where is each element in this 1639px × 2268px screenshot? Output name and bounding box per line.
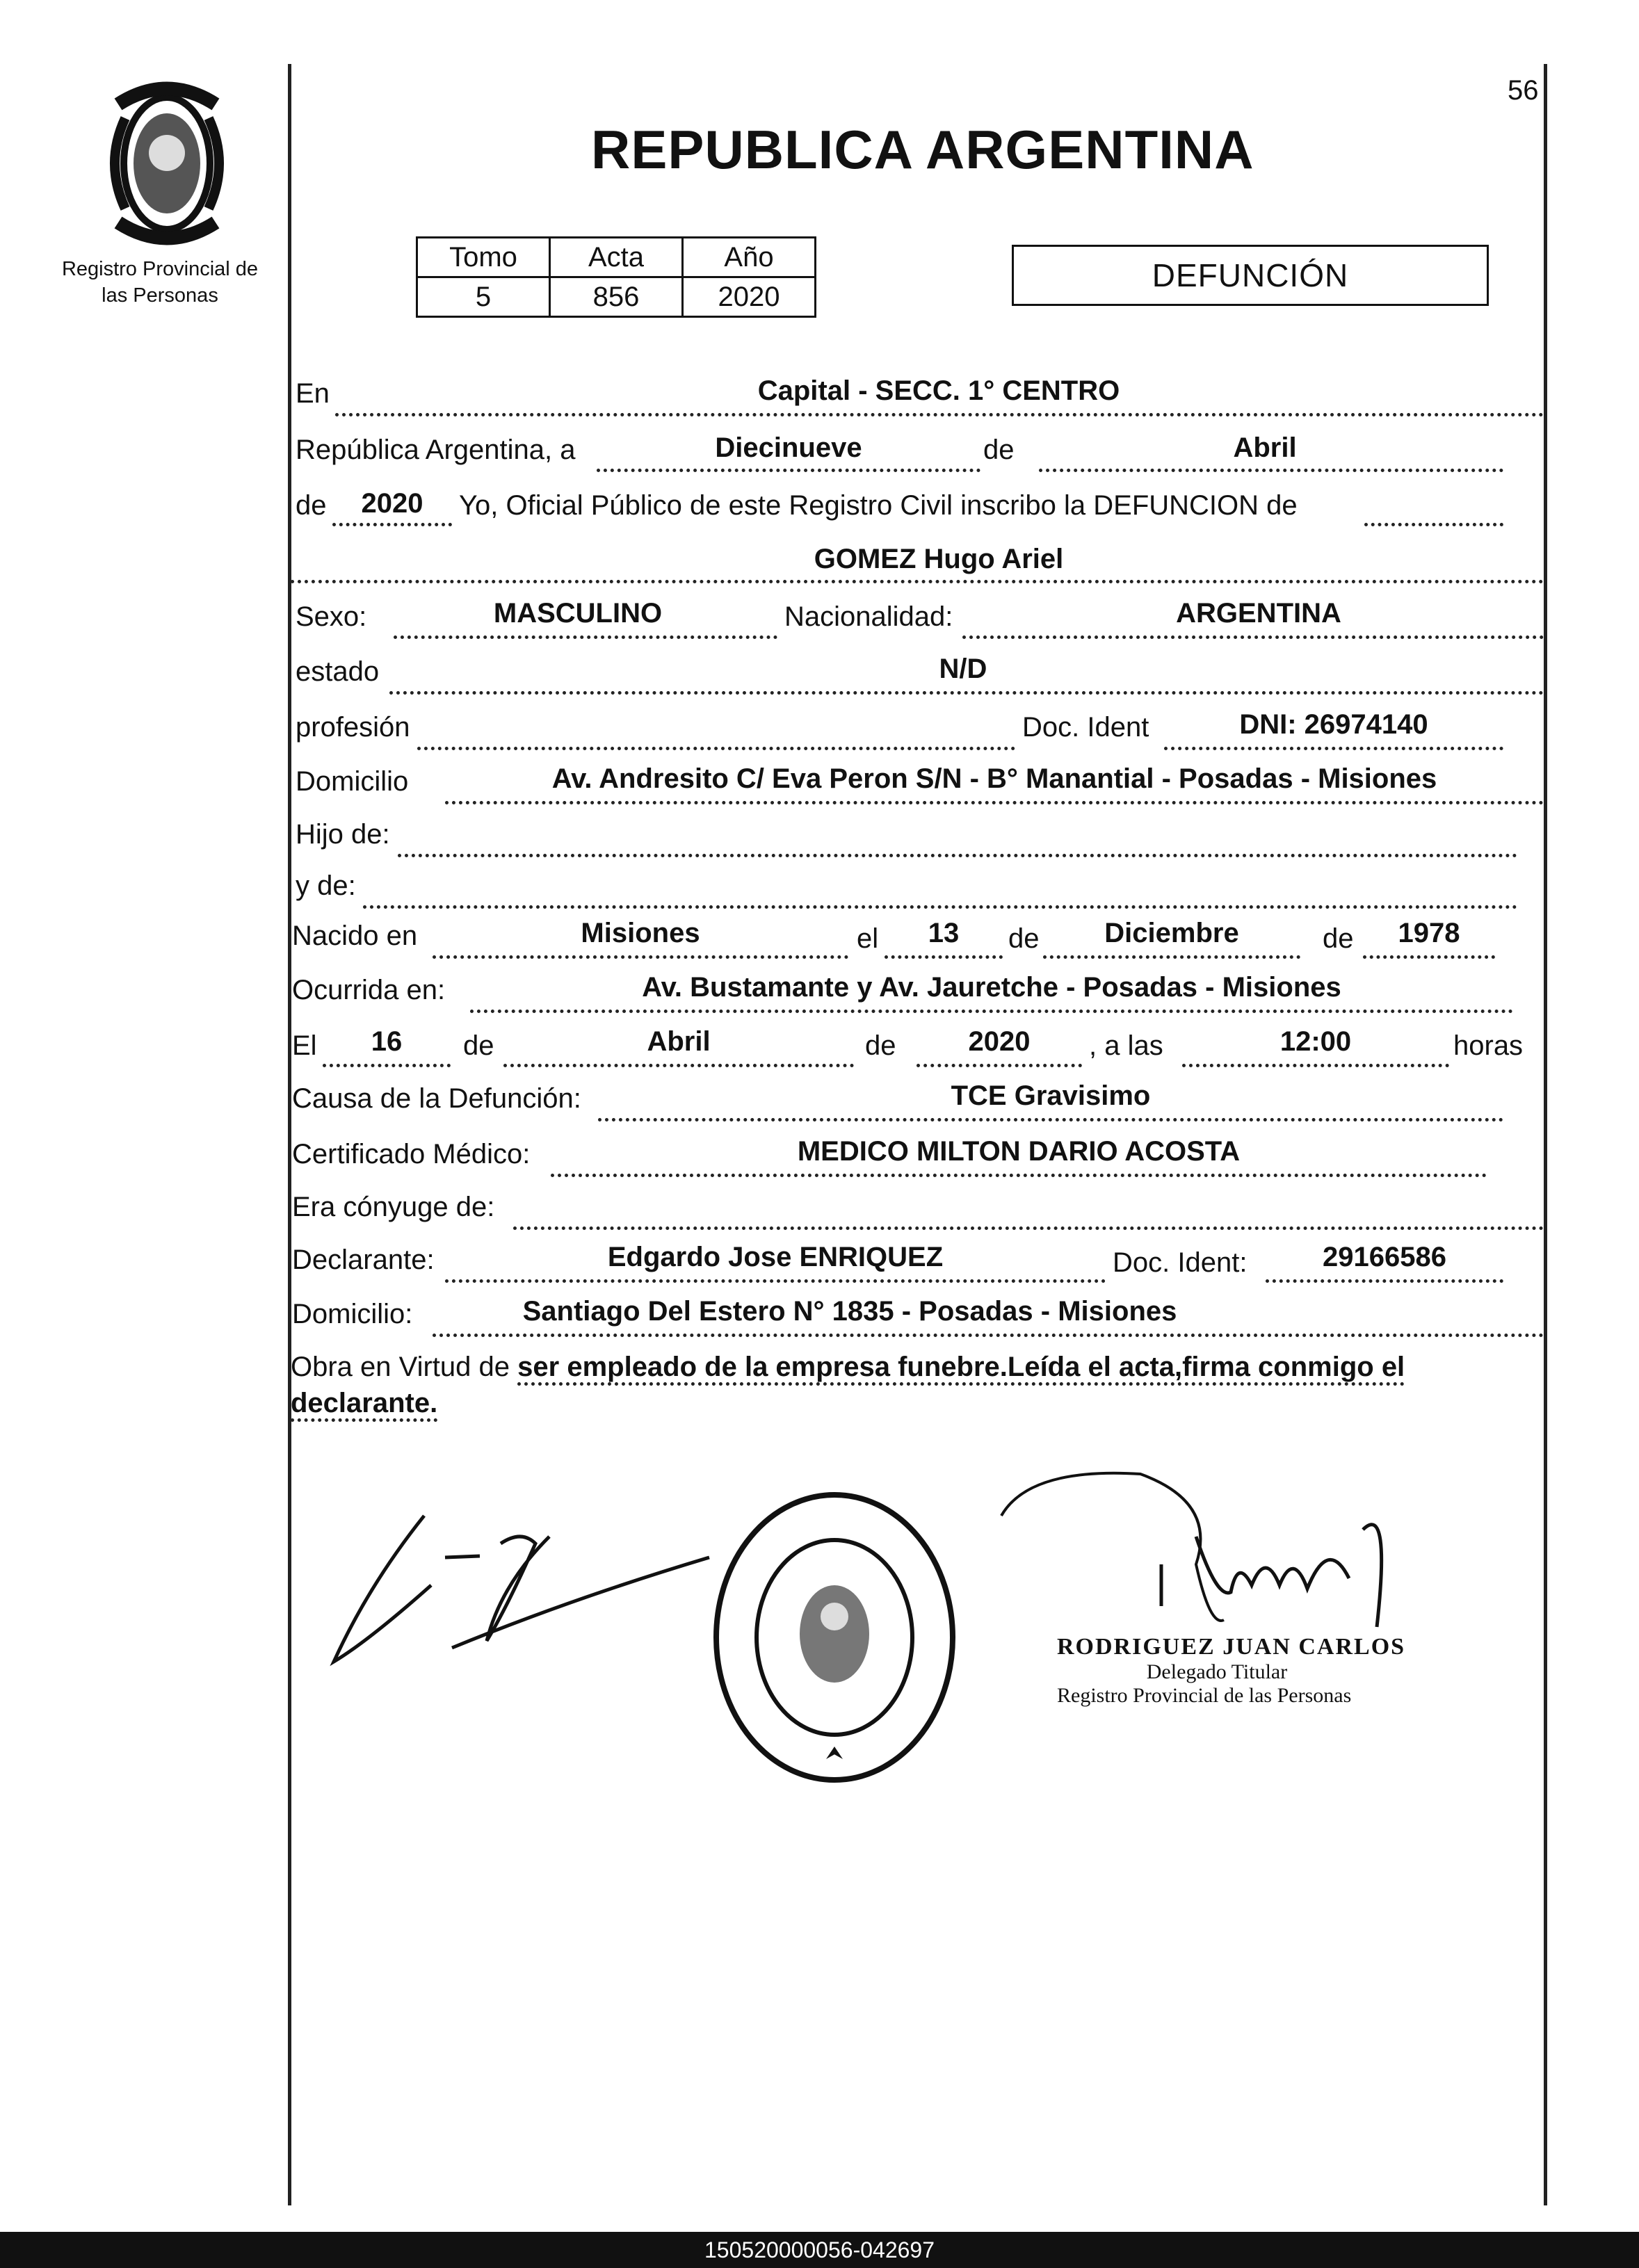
causa-value: TCE Gravisimo (951, 1080, 1151, 1111)
obra-label: Obra en Virtud de (291, 1352, 510, 1382)
obra-value-2: declarante. (291, 1388, 437, 1422)
name-dots (291, 580, 1544, 583)
declarante-signature (327, 1502, 716, 1683)
domicilio2-value: Santiago Del Estero N° 1835 - Posadas - Misiones (522, 1296, 1177, 1327)
hijo-dots (398, 854, 1517, 857)
month-value: Abril (1233, 432, 1297, 463)
profesion-label: profesión (296, 712, 410, 743)
ocurrida-label: Ocurrida en: (292, 975, 446, 1005)
signatory-block (1057, 1634, 1419, 1708)
registry-label (28, 256, 292, 309)
death-time: 12:00 (1279, 1026, 1352, 1057)
nacido-label: Nacido en (292, 921, 418, 951)
death-year-dots (917, 1064, 1082, 1067)
sexo-value: MASCULINO (493, 598, 663, 629)
nacido-value: Misiones (581, 918, 700, 948)
domicilio-dots (445, 801, 1544, 804)
death-day: 16 (371, 1026, 403, 1057)
de2-label: de (296, 490, 327, 521)
conyuge-dots (513, 1226, 1544, 1230)
death-month-dots (503, 1064, 854, 1067)
yde-dots (363, 905, 1517, 909)
certificado-dots (551, 1174, 1487, 1177)
year-dots (332, 523, 452, 526)
yde-label: y de: (296, 870, 356, 901)
header-tomo: Tomo (417, 238, 550, 277)
nacido-dots (433, 955, 848, 959)
registry-line-2: las Personas (102, 284, 218, 307)
estado-dots (389, 691, 1544, 695)
republica-label: República Argentina, a (296, 435, 576, 465)
official-signature (987, 1460, 1419, 1641)
official-stamp (702, 1481, 967, 1794)
header-ano: Año (683, 238, 816, 277)
declarante-dots (445, 1279, 1106, 1283)
declarante-label: Declarante: (292, 1245, 435, 1275)
sexo-dots (394, 635, 777, 639)
deceased-name: GOMEZ Hugo Ariel (814, 544, 1064, 574)
value-tomo: 5 (417, 277, 550, 317)
obra-paragraph (291, 1349, 1542, 1421)
document-type-box: DEFUNCIÓN (1012, 245, 1489, 306)
death-time-dots (1182, 1064, 1449, 1067)
ocurrida-dots (470, 1010, 1513, 1013)
death-day-dots (323, 1064, 451, 1067)
signatory-role: Delegado Titular (1146, 1660, 1288, 1683)
estado-label: estado (296, 656, 380, 687)
horas-label: horas (1453, 1030, 1524, 1061)
doc-ident2-dots (1266, 1279, 1503, 1283)
doc-ident-value: DNI: 26974140 (1239, 709, 1428, 740)
value-ano: 2020 (683, 277, 816, 317)
de-label: de (983, 435, 1015, 465)
en-label: En (296, 378, 330, 409)
domicilio-value: Av. Andresito C/ Eva Peron S/N - B° Manantial - Posadas - Misiones (551, 763, 1437, 794)
de5-label: de (463, 1030, 494, 1061)
page-number: 56 (1508, 75, 1539, 106)
signatory-org: Registro Provincial de las Personas (1057, 1684, 1352, 1707)
nacionalidad-dots (962, 635, 1544, 639)
profesion-dots (417, 747, 1015, 750)
en-dots (335, 413, 1544, 416)
hijo-label: Hijo de: (296, 819, 390, 850)
domicilio2-label: Domicilio: (292, 1299, 413, 1329)
birth-month: Diciembre (1104, 918, 1239, 948)
value-acta: 856 (550, 277, 683, 317)
certificado-label: Certificado Médico: (292, 1139, 531, 1169)
domicilio-label: Domicilio (296, 766, 409, 797)
right-margin-line (1544, 64, 1547, 2205)
birth-year-dots (1363, 955, 1495, 959)
birth-year: 1978 (1398, 918, 1460, 948)
header-acta: Acta (550, 238, 683, 277)
footer-code: 150520000056-042697 (0, 2232, 1639, 2268)
record-reference-table (416, 236, 816, 318)
birth-month-dots (1043, 955, 1300, 959)
birth-day: 13 (928, 918, 960, 948)
page-title: REPUBLICA ARGENTINA (591, 119, 1254, 180)
sexo-label: Sexo: (296, 601, 367, 632)
declarante-value: Edgardo Jose ENRIQUEZ (607, 1242, 944, 1272)
domicilio2-dots (433, 1334, 1544, 1337)
death-year: 2020 (968, 1026, 1031, 1057)
nacionalidad-label: Nacionalidad: (784, 601, 953, 632)
death-month: Abril (647, 1026, 711, 1057)
yo-text: Yo, Oficial Público de este Registro Civil inscribo la DEFUNCION de (459, 490, 1298, 521)
causa-label: Causa de la Defunción: (292, 1083, 581, 1114)
ocurrida-value: Av. Bustamante y Av. Jauretche - Posadas - Misiones (642, 972, 1341, 1003)
obra-value-1: ser empleado de la empresa funebre.Leída el acta,firma conmigo el (517, 1352, 1405, 1386)
left-margin-line (288, 64, 291, 2205)
doc-ident-label: Doc. Ident (1022, 712, 1149, 743)
de3-label: de (1008, 923, 1040, 954)
provincia-misiones-seal-icon (83, 76, 250, 250)
de6-label: de (865, 1030, 896, 1061)
alas-label: , a las (1089, 1030, 1163, 1061)
day-value: Diecinueve (715, 432, 862, 463)
signatory-name: RODRIGUEZ JUAN CARLOS (1057, 1634, 1406, 1660)
certificado-value: MEDICO MILTON DARIO ACOSTA (797, 1136, 1241, 1167)
doc-ident-dots (1164, 747, 1503, 750)
nacionalidad-value: ARGENTINA (1176, 598, 1341, 629)
estado-value: N/D (939, 654, 987, 684)
registry-line-1: Registro Provincial de (61, 258, 259, 280)
yo-dots (1364, 523, 1503, 526)
day-dots (597, 469, 980, 472)
conyuge-label: Era cónyuge de: (292, 1192, 495, 1222)
birth-day-dots (885, 955, 1003, 959)
doc-ident2-value: 29166586 (1323, 1242, 1446, 1272)
el-label: el (857, 923, 879, 954)
year-value: 2020 (361, 488, 423, 519)
causa-dots (598, 1118, 1503, 1121)
en-value: Capital - SECC. 1° CENTRO (757, 375, 1120, 406)
month-dots (1039, 469, 1503, 472)
doc-ident2-label: Doc. Ident: (1113, 1247, 1248, 1278)
de4-label: de (1323, 923, 1354, 954)
el2-label: El (292, 1030, 317, 1061)
stamp-ring-text (716, 1724, 953, 1725)
